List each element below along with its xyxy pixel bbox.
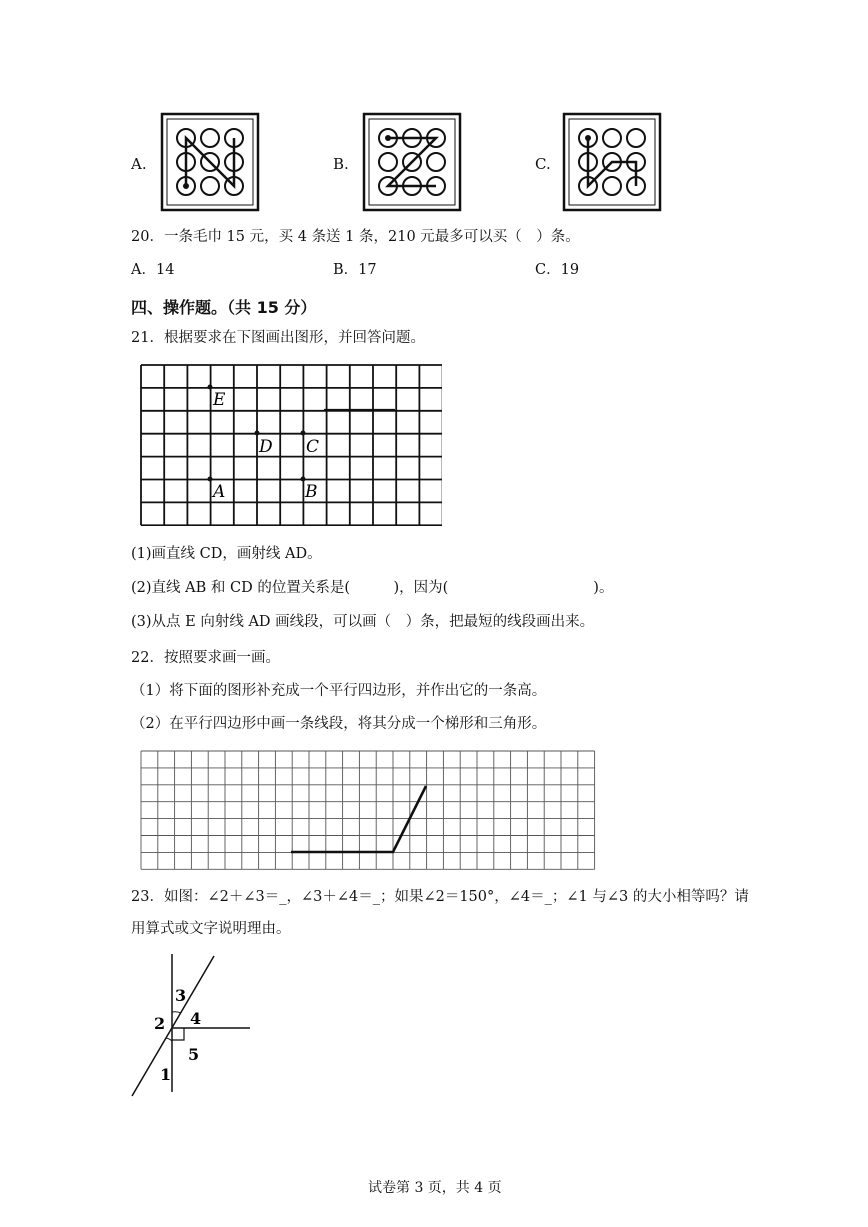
q23-angle-figure <box>128 952 258 1102</box>
question-22-text: 22．按照要求画一画。 <box>131 650 280 666</box>
angle-4-label: 4 <box>190 1009 202 1028</box>
pattern-a-figure <box>160 112 260 212</box>
pattern-b-figure <box>362 112 462 212</box>
point-e-label: E <box>213 390 226 410</box>
pattern-c-figure <box>562 112 662 212</box>
point-b-label: B <box>305 482 318 502</box>
angle-5-label: 5 <box>188 1045 200 1064</box>
section-heading: 四、操作题。（共 15 分） <box>131 298 317 317</box>
question-23-line2: 用算式或文字说明理由。 <box>131 921 291 937</box>
q20-option-a: A．14 <box>131 262 175 278</box>
q21-sub2: (2)直线 AB 和 CD 的位置关系是( )，因为( )。 <box>131 580 614 596</box>
q20-option-c: C．19 <box>535 262 580 278</box>
q20-option-b: B．17 <box>333 262 377 278</box>
q21-sub1: (1)画直线 CD，画射线 AD。 <box>131 546 322 562</box>
q21-sub3: (3)从点 E 向射线 AD 画线段，可以画（ ）条，把最短的线段画出来。 <box>131 614 595 630</box>
point-c-label: C <box>306 437 320 457</box>
q22-sub1: （1）将下面的图形补充成一个平行四边形，并作出它的一条高。 <box>131 683 547 699</box>
q21-grid-figure <box>140 364 442 526</box>
question-20-text: 20．一条毛巾 15 元，买 4 条送 1 条，210 元最多可以买（ ）条。 <box>131 229 580 245</box>
question-23-line1: 23．如图：∠2＋∠3＝_，∠3＋∠4＝_；如果∠2＝150°，∠4＝_；∠1 与∠3 的大小相等吗？请 <box>131 889 749 905</box>
angle-1-label: 1 <box>160 1065 172 1084</box>
q22-grid-figure <box>140 750 598 872</box>
angle-2-label: 2 <box>154 1014 166 1033</box>
q22-sub2: （2）在平行四边形中画一条线段，将其分成一个梯形和三角形。 <box>131 716 547 732</box>
option-b-label: B. <box>333 155 349 173</box>
option-a-label: A. <box>131 155 147 173</box>
page-footer: 试卷第 3 页，共 4 页 <box>368 1180 502 1196</box>
angle-3-label: 3 <box>175 986 187 1005</box>
point-d-label: D <box>259 437 273 457</box>
point-a-label: A <box>213 482 226 502</box>
question-21-text: 21．根据要求在下图画出图形，并回答问题。 <box>131 330 425 346</box>
option-c-label: C. <box>535 155 551 173</box>
